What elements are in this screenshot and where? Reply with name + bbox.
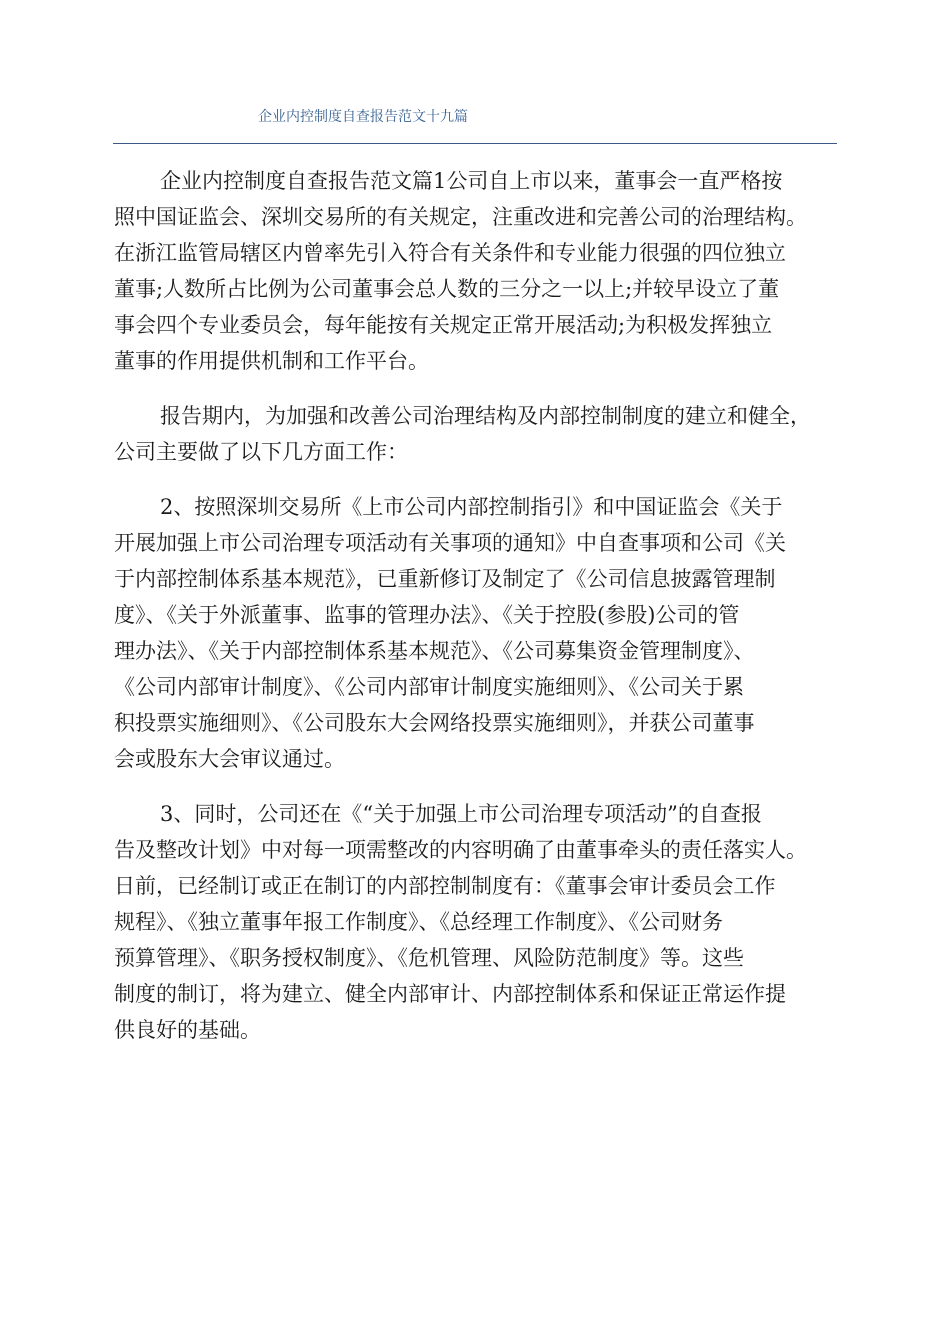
paragraph-line: 开展加强上市公司治理专项活动有关事项的通知》中自查事项和公司《关 [114, 531, 786, 555]
paragraph-line: 2、按照深圳交易所《上市公司内部控制指引》和中国证监会《关于 [160, 495, 783, 519]
paragraph-line: 企业内控制度自查报告范文篇1公司自上市以来，董事会一直严格按 [160, 169, 783, 193]
document-body [114, 163, 840, 1067]
paragraph-line: 日前，已经制订或正在制订的内部控制制度有：《董事会审计委员会工作 [114, 874, 776, 898]
paragraph-line: 照中国证监会、深圳交易所的有关规定，注重改进和完善公司的治理结构。 [114, 205, 807, 229]
paragraph-2 [114, 398, 840, 470]
paragraph-3 [114, 489, 840, 777]
page-header [113, 104, 837, 144]
paragraph-line: 会或股东大会审议通过。 [114, 747, 345, 771]
paragraph-line: 告及整改计划》中对每一项需整改的内容明确了由董事牵头的责任落实人。 [114, 838, 807, 862]
paragraph-line: 预算管理》、《职务授权制度》、《危机管理、风险防范制度》等。这些 [114, 946, 744, 970]
paragraph-line: 报告期内，为加强和改善公司治理结构及内部控制制度的建立和健全， [160, 404, 811, 428]
paragraph-line: 3、同时，公司还在《“关于加强上市公司治理专项活动”的自查报 [160, 802, 762, 826]
paragraph-line: 理办法》、《关于内部控制体系基本规范》、《公司募集资金管理制度》、 [114, 639, 755, 663]
paragraph-line: 《公司内部审计制度》、《公司内部审计制度实施细则》、《公司关于累 [114, 675, 744, 699]
paragraph-line: 于内部控制体系基本规范》，已重新修订及制定了《公司信息披露管理制 [114, 567, 776, 591]
paragraph-line: 制度的制订，将为建立、健全内部审计、内部控制体系和保证正常运作提 [114, 982, 786, 1006]
paragraph-line: 度》、《关于外派董事、监事的管理办法》、《关于控股(参股)公司的管 [114, 603, 740, 627]
paragraph-line: 事会四个专业委员会，每年能按有关规定正常开展活动;为积极发挥独立 [114, 313, 773, 337]
paragraph-line: 公司主要做了以下几方面工作： [114, 440, 408, 464]
paragraph-line: 董事的作用提供机制和工作平台。 [114, 349, 429, 373]
paragraph-line: 供良好的基础。 [114, 1018, 261, 1042]
paragraph-line: 在浙江监管局辖区内曾率先引入符合有关条件和专业能力很强的四位独立 [114, 241, 786, 265]
paragraph-line: 董事;人数所占比例为公司董事会总人数的三分之一以上;并较早设立了董 [114, 277, 780, 301]
paragraph-line: 积投票实施细则》、《公司股东大会网络投票实施细则》，并获公司董事 [114, 711, 755, 735]
paragraph-line: 规程》、《独立董事年报工作制度》、《总经理工作制度》、《公司财务 [114, 910, 723, 934]
paragraph-4 [114, 796, 840, 1048]
paragraph-1 [114, 163, 840, 379]
header-title: 企业内控制度自查报告范文十九篇 [258, 109, 468, 125]
